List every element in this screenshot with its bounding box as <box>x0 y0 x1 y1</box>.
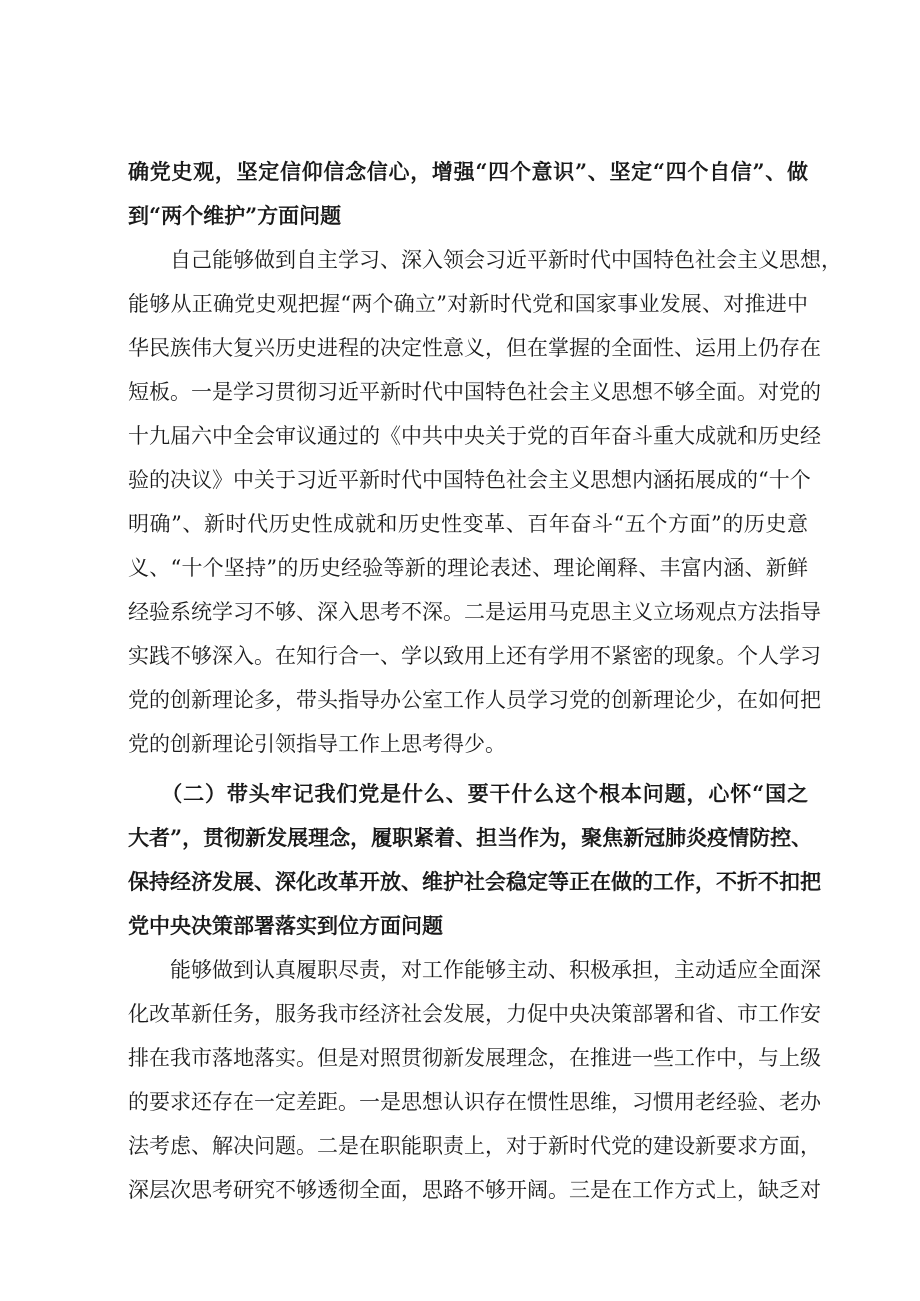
paragraph-2 <box>128 948 821 1212</box>
paragraph-line: 法考虑、解决问题。二是在职能职责上，对于新时代党的建设新要求方面， <box>128 1134 821 1158</box>
paragraph-line: 十九届六中全会审议通过的《中共中央关于党的百年奋斗重大成就和历史经 <box>128 424 821 448</box>
paragraph-line: 深层次思考研究不够透彻全面，思路不够开阔。三是在工作方式上，缺乏对 <box>128 1178 821 1202</box>
section-heading-2 <box>128 772 821 948</box>
paragraph-line: 能够做到认真履职尽责，对工作能够主动、积极承担，主动适应全面深 <box>128 958 821 982</box>
heading-line: （二）带头牢记我们党是什么、要干什么这个根本问题，心怀“国之 <box>128 781 808 806</box>
paragraph-line: 党的创新理论引领指导工作上思考得少。 <box>128 732 506 756</box>
heading-line: 大者”，贯彻新发展理念，履职紧着、担当作为，聚焦新冠肺炎疫情防控、 <box>128 825 813 850</box>
heading-line: 到“两个维护”方面问题 <box>128 203 342 228</box>
section-heading-1 <box>128 150 808 238</box>
heading-line: 保持经济发展、深化改革开放、维护社会稳定等正在做的工作，不折不扣把 <box>128 869 821 894</box>
heading-line: 党中央决策部署落实到位方面问题 <box>128 913 443 938</box>
paragraph-1 <box>128 238 842 766</box>
paragraph-line: 明确”、新时代历史性成就和历史性变革、百年奋斗“五个方面”的历史意 <box>128 512 808 536</box>
paragraph-line: 短板。一是学习贯彻习近平新时代中国特色社会主义思想不够全面。对党的 <box>128 380 821 404</box>
paragraph-line: 义、“十个坚持”的历史经验等新的理论表述、理论阐释、丰富内涵、新鲜 <box>128 556 808 580</box>
paragraph-line: 排在我市落地落实。但是对照贯彻新发展理念，在推进一些工作中，与上级 <box>128 1046 821 1070</box>
paragraph-line: 华民族伟大复兴历史进程的决定性意义，但在掌握的全面性、运用上仍存在 <box>128 336 821 360</box>
paragraph-line: 党的创新理论多，带头指导办公室工作人员学习党的创新理论少，在如何把 <box>128 688 821 712</box>
paragraph-line: 自己能够做到自主学习、深入领会习近平新时代中国特色社会主义思想， <box>128 248 842 272</box>
paragraph-line: 化改革新任务，服务我市经济社会发展，力促中央决策部署和省、市工作安 <box>128 1002 821 1026</box>
paragraph-line: 经验系统学习不够、深入思考不深。二是运用马克思主义立场观点方法指导 <box>128 600 821 624</box>
paragraph-line: 验的决议》中关于习近平新时代中国特色社会主义思想内涵拓展成的“十个 <box>128 468 811 492</box>
paragraph-line: 能够从正确党史观把握“两个确立”对新时代党和国家事业发展、对推进中 <box>128 292 808 316</box>
document-content <box>128 150 842 1212</box>
heading-line: 确党史观，坚定信仰信念信心，增强“四个意识”、坚定“四个自信”、做 <box>128 159 808 184</box>
paragraph-line: 的要求还存在一定差距。一是思想认识存在惯性思维，习惯用老经验、老办 <box>128 1090 821 1114</box>
paragraph-line: 实践不够深入。在知行合一、学以致用上还有学用不紧密的现象。个人学习 <box>128 644 821 668</box>
